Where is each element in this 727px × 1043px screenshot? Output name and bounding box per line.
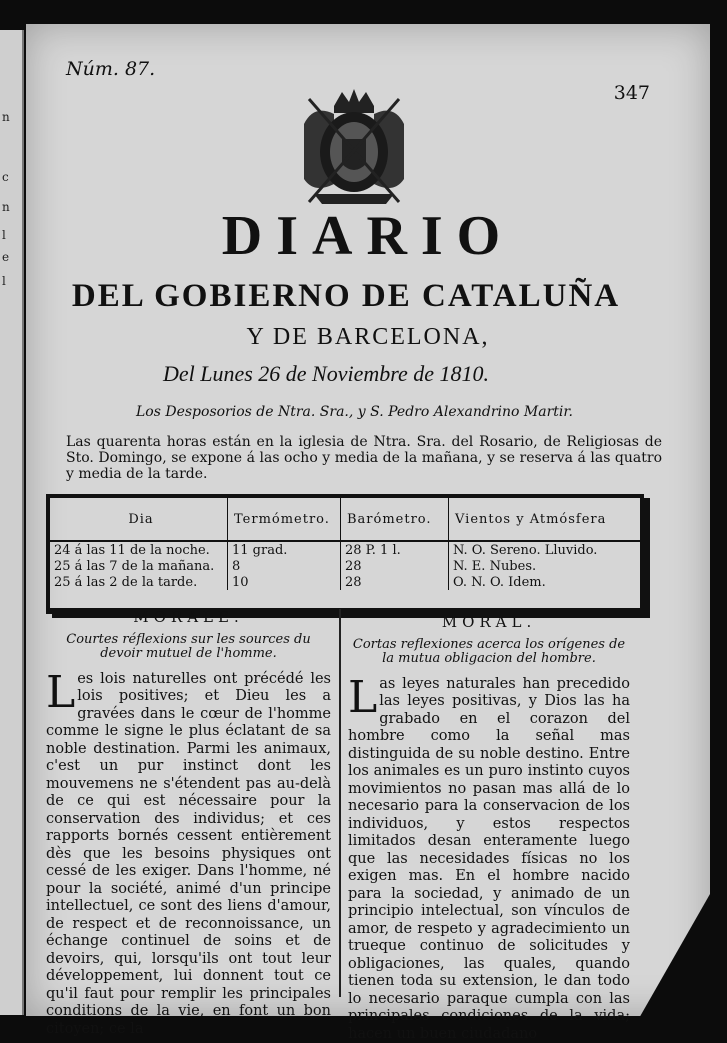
table-cell: 25 á las 2 de la tarde.: [50, 574, 228, 590]
saints-of-day: Los Desposorios de Ntra. Sra., y S. Pedro Alexandrino Martir.: [136, 404, 573, 420]
masthead-subtitle-2: Y DE BARCELONA,: [246, 324, 490, 350]
spanish-subheading: Cortas reflexiones acerca los orígenes de la mutua obligacion del hombre.: [352, 636, 626, 666]
column-divider: [339, 609, 341, 997]
issue-date: Del Lunes 26 de Noviembre de 1810.: [162, 361, 490, 386]
newspaper-page: [26, 24, 710, 1042]
french-dropcap: L: [46, 666, 76, 718]
table-cell: 8: [228, 558, 341, 574]
church-notice: Las quarenta horas están en la iglesia de Ntra. Sra. del Rosario, de Religiosas de Sto. Domingo, se expone á las ocho y media de la mañana, y se reserva á las quatro y media de la tarde.: [66, 434, 662, 482]
table-cell: 28 P. 1 l.: [341, 541, 449, 558]
french-body: es lois naturelles ont précédé les lois positives; et Dieu les a gravées dans le cœur de l'homme comme le signe le plus éclatant de sa noble destination. Parmi les animaux, c'est un pur instinct dont les mouvemens ne s'étendent pas au-delà de ce qui est nécessaire pour la conservation des individus; et ces rapports bornés cessent entièrement dès que les besoins physiques ont cessé de les exiger. Dans l'homme, né pour la société, animé d'un principe intellectuel, ce sont des liens d'amour, de respect et de reconnoissance, un échange continuel de soins et de devoirs, qui, lorsqu'ils ont tout leur développement, lui donnent tout ce qu'il faut pour remplir les principales conditions de la vie, en font un bon citoyen; ce la: [46, 670, 331, 1037]
issue-number: Núm. 87.: [66, 58, 156, 80]
weather-table: [46, 494, 644, 614]
table-row: [50, 558, 640, 574]
table-cell: 28: [341, 574, 449, 590]
margin-fragment: l: [2, 228, 6, 242]
table-cell: 28: [341, 558, 449, 574]
left-page-edge: [0, 30, 24, 1015]
margin-fragment: n: [2, 200, 10, 214]
masthead-subtitle: DEL GOBIERNO DE CATALUÑA: [71, 278, 621, 314]
margin-fragment: n: [2, 110, 10, 124]
french-column: [46, 609, 331, 1038]
spanish-heading: MORAL.: [441, 613, 537, 631]
table-cell: 10: [228, 574, 341, 590]
table-row: [50, 541, 640, 558]
weather-header-thermometer: Termómetro.: [228, 498, 341, 541]
spanish-column: [348, 614, 630, 1043]
page-number: 347: [613, 82, 650, 104]
margin-fragment: c: [2, 170, 9, 184]
table-cell: 25 á las 7 de la mañana.: [50, 558, 228, 574]
table-cell: 11 grad.: [228, 541, 341, 558]
table-cell: N. O. Sereno. Lluvido.: [453, 542, 598, 558]
margin-fragment: l: [2, 274, 6, 288]
margin-fragment: e: [2, 250, 10, 264]
table-cell: N. E. Nubes.: [453, 558, 537, 574]
french-subheading: Courtes réflexions sur les sources du devoir mutuel de l'homme.: [66, 631, 311, 661]
table-cell: O. N. O. Idem.: [453, 574, 546, 590]
table-cell: 24 á las 11 de la noche.: [50, 541, 228, 558]
table-row: [50, 574, 640, 590]
french-heading: MORALE.: [133, 608, 244, 626]
weather-header-barometer: Barómetro.: [341, 498, 449, 541]
spanish-body: as leyes naturales han precedido las leyes positivas, y Dios las ha grabado en el corazon del hombre como la señal mas distinguida de su noble destino. Entre los animales es un puro instinto cuyos movimientos no pasan mas allá de lo necesario para la conservacion de los individuos, y estos respectos limitados desan enteramente luego que las necesidades físicas no los exigen mas. En el hombre nacido para la sociedad, y animado de un principio intelectual, son vínculos de amor, de respeto y agradecimiento un trueque continuo de solicitudes y obligaciones, las quales, quando tienen toda su extension, le dan todo lo necesario paraque cumpla con las principales condiciones de la vida; hacen un buen ciudadano: [348, 675, 630, 1042]
royal-coat-of-arms-icon: [294, 84, 414, 209]
torn-corner: [630, 894, 710, 1034]
weather-header-day: Dia: [50, 498, 228, 541]
weather-header-winds: Vientos y Atmósfera: [449, 498, 641, 541]
masthead-title: DIARIO: [221, 205, 515, 267]
spanish-dropcap: L: [348, 671, 378, 723]
